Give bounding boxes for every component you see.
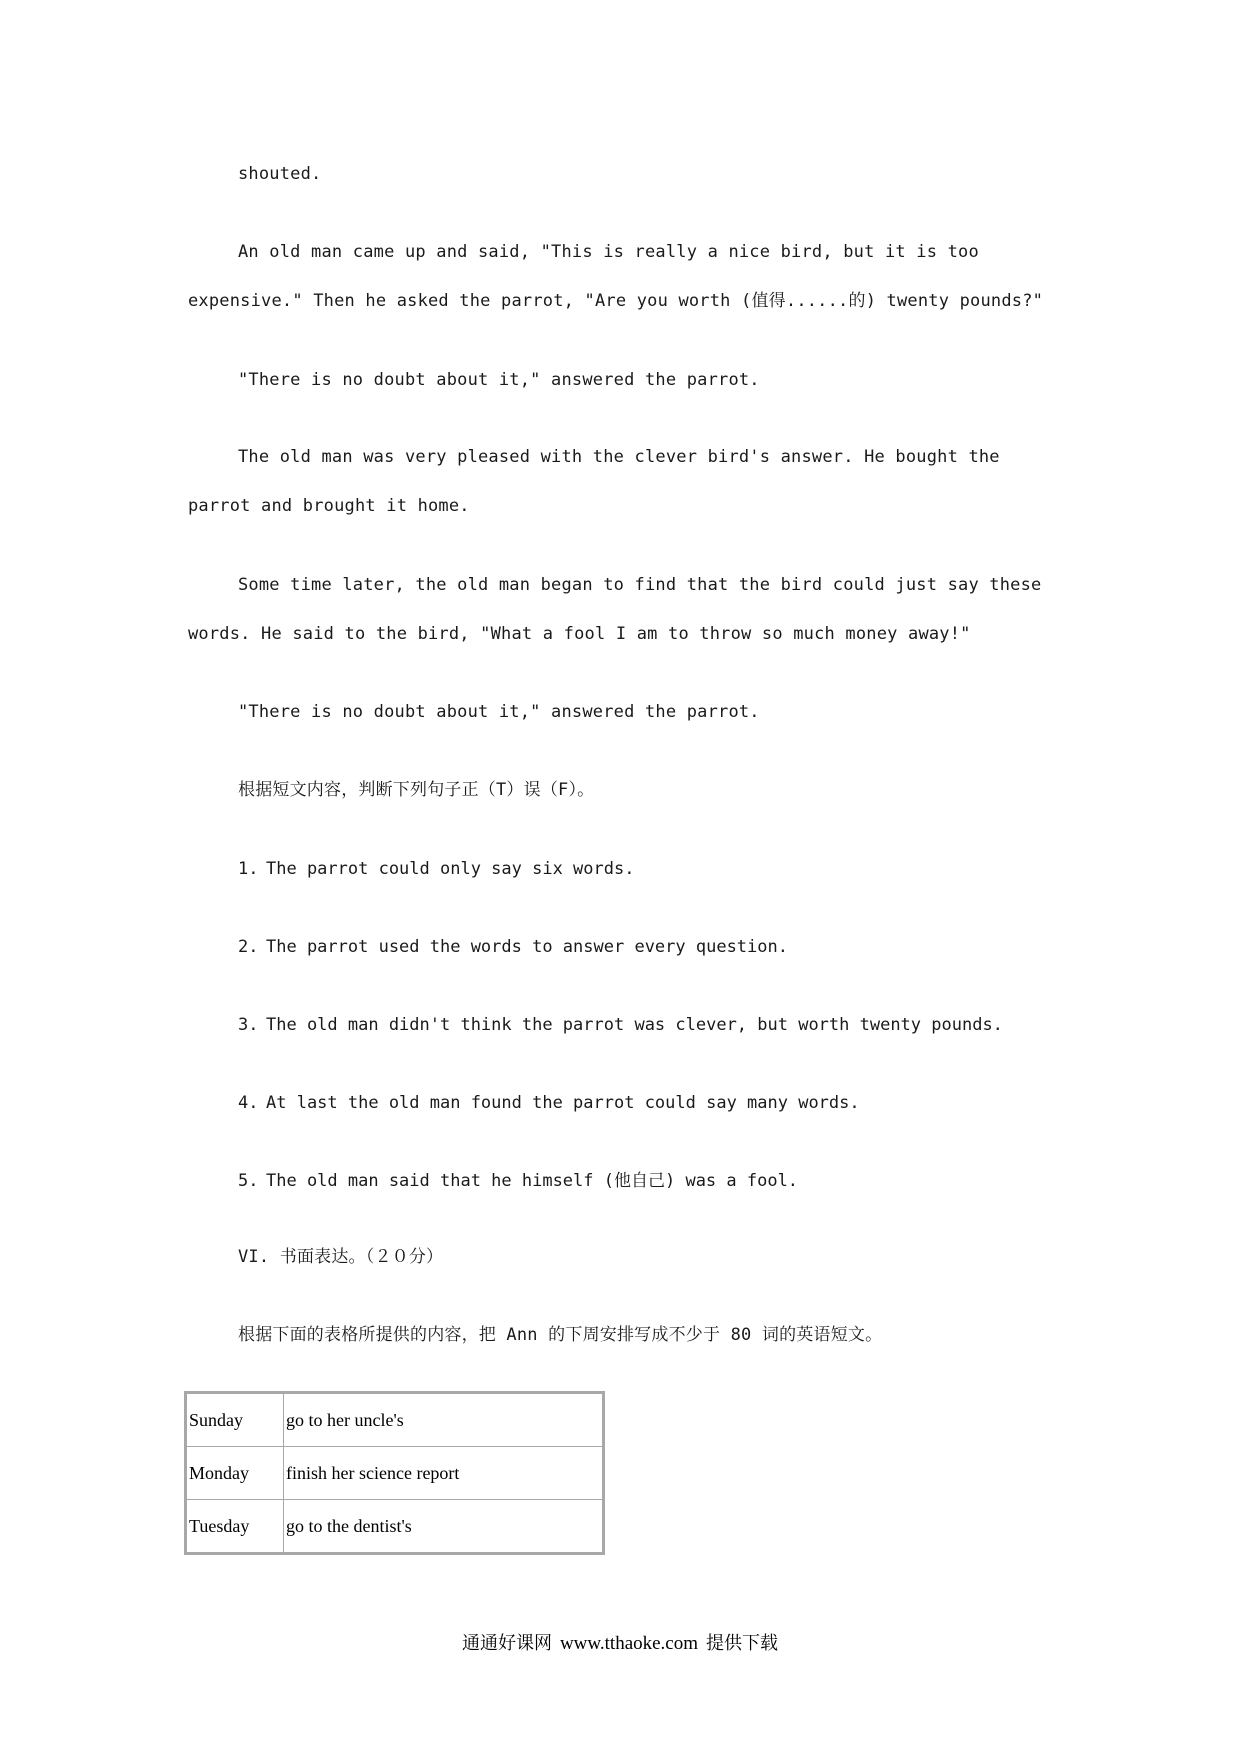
story-paragraph-1: shouted. (238, 164, 322, 184)
story-paragraph-5: Some time later, the old man began to find that the bird could just say these words. He said to the bird, "What a fool I am to throw so much money away!" (188, 575, 1042, 644)
question-text: The old man said that he himself (他自己) was a fool. (266, 1171, 799, 1191)
story-paragraph-3: "There is no doubt about it," answered the parrot. (238, 370, 760, 390)
task-cell: finish her science report (284, 1447, 604, 1500)
footer-download-text: 提供下载 (706, 1633, 779, 1654)
question-1 (238, 857, 634, 881)
schedule-table (184, 1391, 605, 1555)
question-3 (238, 1013, 1003, 1037)
writing-instruction: 根据下面的表格所提供的内容，把 Ann 的下周安排写成不少于 80 词的英语短文。 (238, 1325, 883, 1345)
footer-url-link[interactable]: www.tthaoke.com (559, 1633, 699, 1654)
day-cell: Tuesday (186, 1500, 284, 1554)
day-cell: Monday (186, 1447, 284, 1500)
question-text: The old man didn't think the parrot was clever, but worth twenty pounds. (266, 1015, 1003, 1035)
day-cell: Sunday (186, 1393, 284, 1447)
page-footer (0, 1629, 1240, 1655)
question-text: At last the old man found the parrot could say many words. (266, 1093, 860, 1113)
table-row (186, 1393, 604, 1447)
question-4 (238, 1091, 860, 1115)
footer-site-name: 通通好课网 (461, 1633, 552, 1654)
question-2 (238, 935, 788, 959)
question-text: The parrot used the words to answer every question. (266, 937, 788, 957)
story-paragraph-2: An old man came up and said, "This is really a nice bird, but it is too expensive." Then he asked the parrot, "Are you worth (值得......的) twenty pounds?" (188, 242, 1044, 311)
question-number: 1. (238, 859, 259, 879)
question-5 (238, 1169, 798, 1193)
story-paragraph-6: "There is no doubt about it," answered the parrot. (238, 702, 760, 722)
task-cell: go to the dentist's (284, 1500, 604, 1554)
tf-instruction: 根据短文内容，判断下列句子正（T）误（F）。 (238, 780, 595, 800)
story-paragraph-4: The old man was very pleased with the clever bird's answer. He bought the parrot and brought it home. (188, 447, 1000, 516)
table-row (186, 1500, 604, 1554)
table-row (186, 1447, 604, 1500)
question-text: The parrot could only say six words. (266, 859, 635, 879)
question-number: 4. (238, 1093, 259, 1113)
question-number: 5. (238, 1171, 259, 1191)
question-number: 3. (238, 1015, 259, 1035)
question-number: 2. (238, 937, 259, 957)
task-cell: go to her uncle's (284, 1393, 604, 1447)
section-vi-heading: VI. 书面表达。（２０分） (238, 1247, 444, 1267)
